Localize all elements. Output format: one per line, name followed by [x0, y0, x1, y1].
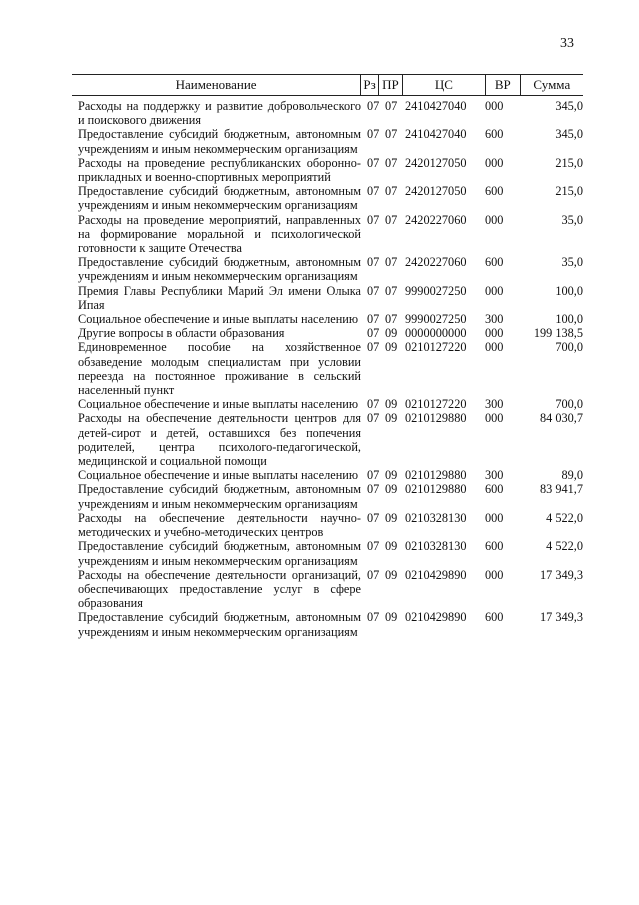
row-vr: 300: [485, 312, 504, 327]
row-sum: 700,0: [555, 397, 583, 412]
table-row: [78, 511, 583, 539]
row-pr: 07: [385, 312, 398, 327]
row-pr: 09: [385, 567, 398, 582]
row-sum: 215,0: [555, 184, 583, 199]
row-name: Социальное обеспечение и иные выплаты населению: [78, 397, 359, 412]
row-cs: 9990027250: [405, 312, 467, 327]
table-row: [78, 326, 583, 340]
row-rz: 07: [367, 411, 380, 426]
row-sum: 4 522,0: [546, 539, 583, 554]
row-name: Расходы на поддержку и развитие добровольческого и поискового движения: [78, 99, 361, 128]
row-vr: 600: [485, 184, 504, 199]
row-sum: 84 030,7: [539, 411, 583, 426]
row-rz: 07: [367, 539, 380, 554]
row-pr: 07: [385, 212, 398, 227]
row-rz: 07: [367, 127, 380, 142]
header-pr: ПР: [378, 75, 402, 95]
row-pr: 09: [385, 411, 398, 426]
row-rz: 07: [367, 212, 380, 227]
row-sum: 345,0: [555, 99, 583, 113]
row-cs: 0210129880: [405, 411, 467, 426]
row-vr: 600: [485, 610, 504, 625]
row-sum: 199 138,5: [533, 326, 583, 341]
table-row: [78, 184, 583, 212]
row-pr: 09: [385, 326, 398, 341]
row-pr: 07: [385, 283, 398, 298]
row-cs: 0210129880: [405, 482, 467, 497]
row-cs: 9990027250: [405, 283, 467, 298]
row-rz: 07: [367, 468, 380, 483]
table-row: [78, 340, 583, 397]
row-sum: 17 349,3: [539, 567, 583, 582]
row-cs: 2410427040: [405, 99, 467, 113]
row-cs: 0210129880: [405, 468, 467, 483]
header-vr: ВР: [485, 75, 520, 95]
row-sum: 4 522,0: [546, 510, 583, 525]
header-name: Наименование: [175, 77, 257, 92]
row-vr: 000: [485, 510, 504, 525]
page-number: 33: [560, 36, 574, 51]
row-vr: 000: [485, 567, 504, 582]
row-vr: 000: [485, 283, 504, 298]
row-pr: 07: [385, 184, 398, 199]
row-vr: 000: [485, 340, 504, 355]
row-name: Другие вопросы в области образования: [78, 326, 285, 341]
table-row: [78, 539, 583, 567]
row-cs: 0000000000: [405, 326, 467, 341]
row-vr: 000: [485, 155, 504, 170]
row-vr: 000: [485, 411, 504, 426]
row-vr: 000: [485, 212, 504, 227]
table-row: [78, 397, 583, 411]
row-rz: 07: [367, 255, 380, 270]
row-sum: 35,0: [561, 212, 583, 227]
row-rz: 07: [367, 482, 380, 497]
row-sum: 215,0: [555, 155, 583, 170]
row-pr: 07: [385, 255, 398, 270]
table-row: [78, 411, 583, 468]
row-pr: 09: [385, 610, 398, 625]
row-name: Предоставление субсидий бюджетным, автономным учреждениям и иным некоммерческим организациям: [78, 539, 361, 568]
row-rz: 07: [367, 610, 380, 625]
row-name: Социальное обеспечение и иные выплаты населению: [78, 468, 359, 483]
table-row: [78, 568, 583, 611]
row-cs: 0210127220: [405, 397, 467, 412]
row-vr: 000: [485, 99, 504, 113]
row-rz: 07: [367, 155, 380, 170]
row-pr: 09: [385, 510, 398, 525]
row-name: Предоставление субсидий бюджетным, автономным учреждениям и иным некоммерческим организациям: [78, 610, 361, 639]
row-rz: 07: [367, 567, 380, 582]
row-name: Расходы на проведение мероприятий, направленных на формирование моральной и психологической готовности к защите Отечества: [78, 212, 361, 256]
row-cs: 2420227060: [405, 255, 467, 270]
row-cs: 2420127050: [405, 155, 467, 170]
row-vr: 600: [485, 539, 504, 554]
row-cs: 2410427040: [405, 127, 467, 142]
row-sum: 100,0: [555, 283, 583, 298]
row-name: Расходы на обеспечение деятельности центров для детей-сирот и детей, оставшихся без попечения родителей, центра психолого-педагогической, медицинской и социальной помощи: [78, 411, 361, 469]
table-row: [78, 284, 583, 312]
row-vr: 300: [485, 468, 504, 483]
row-cs: 0210429890: [405, 567, 467, 582]
row-name: Предоставление субсидий бюджетным, автономным учреждениям и иным некоммерческим организациям: [78, 482, 361, 511]
row-cs: 2420227060: [405, 212, 467, 227]
row-pr: 09: [385, 340, 398, 355]
table-row: [78, 213, 583, 256]
row-vr: 600: [485, 255, 504, 270]
row-pr: 09: [385, 468, 398, 483]
row-name: Расходы на обеспечение деятельности научно-методических и учебно-методических центров: [78, 510, 361, 540]
table-row: [78, 156, 583, 184]
row-cs: 0210429890: [405, 610, 467, 625]
row-pr: 09: [385, 539, 398, 554]
table-row: [78, 127, 583, 155]
header-cs: ЦС: [402, 75, 485, 95]
row-name: Расходы на проведение республиканских оборонно-прикладных и военно-спортивных мероприятий: [78, 155, 361, 185]
row-rz: 07: [367, 510, 380, 525]
row-pr: 07: [385, 127, 398, 142]
row-cs: 0210328130: [405, 539, 467, 554]
row-name: Расходы на обеспечение деятельности организаций, обеспечивающих предоставление услуг в сфере образования: [78, 567, 361, 611]
row-name: Предоставление субсидий бюджетным, автономным учреждениям и иным некоммерческим организациям: [78, 255, 361, 284]
row-name: Единовременное пособие на хозяйственное обзаведение молодым специалистам при условии переезда на постоянное проживание в сельский населенный пункт: [78, 340, 361, 398]
row-rz: 07: [367, 326, 380, 341]
row-vr: 600: [485, 482, 504, 497]
table-row: [78, 482, 583, 510]
row-sum: 89,0: [561, 468, 583, 483]
row-cs: 0210127220: [405, 340, 467, 355]
row-rz: 07: [367, 99, 380, 113]
row-sum: 345,0: [555, 127, 583, 142]
row-sum: 83 941,7: [539, 482, 583, 497]
row-sum: 700,0: [555, 340, 583, 355]
row-name: Предоставление субсидий бюджетным, автономным учреждениям и иным некоммерческим организациям: [78, 184, 361, 213]
row-name: Социальное обеспечение и иные выплаты населению: [78, 312, 359, 327]
row-vr: 300: [485, 397, 504, 412]
table-row: [78, 312, 583, 326]
table-header: [72, 74, 583, 96]
table-row: [78, 610, 583, 638]
row-sum: 17 349,3: [539, 610, 583, 625]
row-pr: 09: [385, 482, 398, 497]
table-row: [78, 468, 583, 482]
row-rz: 07: [367, 312, 380, 327]
row-rz: 07: [367, 397, 380, 412]
row-rz: 07: [367, 283, 380, 298]
row-name: Премия Главы Республики Марий Эл имени Олыка Ипая: [78, 283, 361, 312]
table-row: [78, 255, 583, 283]
row-pr: 07: [385, 99, 398, 113]
row-cs: 0210328130: [405, 510, 467, 525]
header-rz: Рз: [360, 75, 378, 95]
row-sum: 100,0: [555, 312, 583, 327]
row-pr: 09: [385, 397, 398, 412]
row-sum: 35,0: [561, 255, 583, 270]
row-pr: 07: [385, 155, 398, 170]
row-rz: 07: [367, 184, 380, 199]
header-sum: Сумма: [520, 75, 583, 95]
budget-table-body: [78, 99, 583, 639]
row-vr: 000: [485, 326, 504, 341]
row-vr: 600: [485, 127, 504, 142]
table-row: [78, 99, 583, 127]
row-rz: 07: [367, 340, 380, 355]
row-name: Предоставление субсидий бюджетным, автономным учреждениям и иным некоммерческим организациям: [78, 127, 361, 156]
row-cs: 2420127050: [405, 184, 467, 199]
